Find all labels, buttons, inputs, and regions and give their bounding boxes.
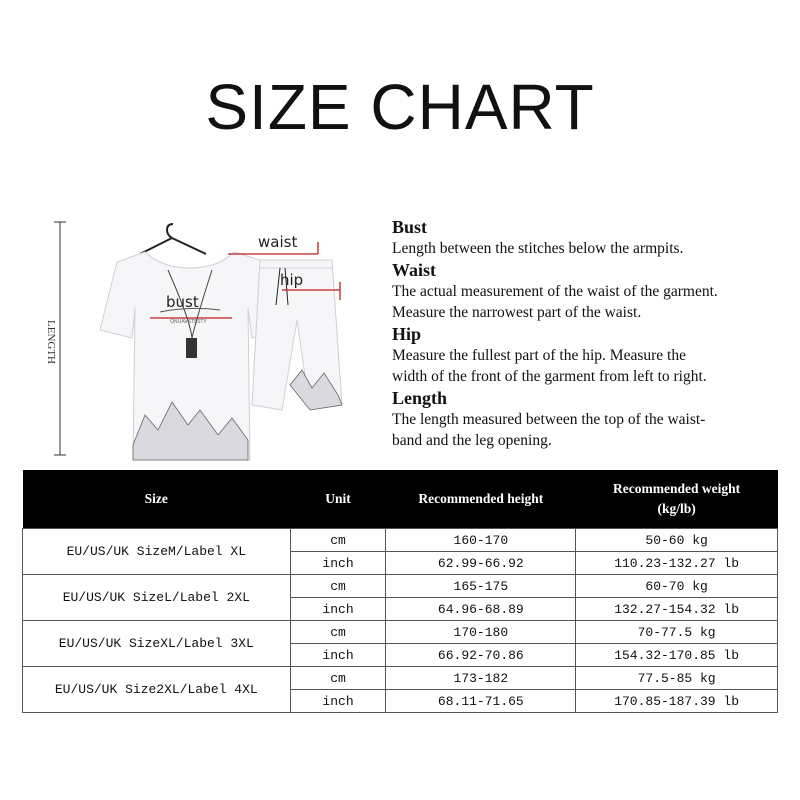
- unit-cell: cm: [290, 575, 386, 598]
- unit-cell: inch: [290, 552, 386, 575]
- height-cell: 165-175: [386, 575, 576, 598]
- weight-cell: 77.5-85 kg: [576, 667, 778, 690]
- definition-length: [392, 387, 792, 451]
- length-label: LENGTH: [45, 320, 57, 364]
- hip-label: hip: [280, 271, 304, 289]
- table-row: [23, 621, 778, 644]
- definition-line: Measure the fullest part of the hip. Measure the: [392, 347, 686, 364]
- height-cell: 64.96-68.89: [386, 598, 576, 621]
- unit-cell: cm: [290, 529, 386, 552]
- length-ruler: [45, 222, 66, 455]
- bust-label: bust: [166, 293, 199, 311]
- unit-cell: inch: [290, 644, 386, 667]
- header-height: Recommended height: [386, 470, 576, 529]
- height-cell: 160-170: [386, 529, 576, 552]
- size-label: EU/US/UK Size2XL/Label 4XL: [23, 667, 291, 713]
- definition-line: width of the front of the garment from left to right.: [392, 368, 707, 385]
- definition-line: The actual measurement of the waist of the garment.: [392, 283, 718, 300]
- weight-cell: 154.32-170.85 lb: [576, 644, 778, 667]
- definition-term: Bust: [392, 217, 428, 237]
- hanger-icon: [140, 224, 206, 254]
- unit-cell: cm: [290, 621, 386, 644]
- weight-cell: 70-77.5 kg: [576, 621, 778, 644]
- height-cell: 68.11-71.65: [386, 690, 576, 713]
- definition-term: Hip: [392, 324, 422, 344]
- height-cell: 62.99-66.92: [386, 552, 576, 575]
- weight-cell: 50-60 kg: [576, 529, 778, 552]
- definition-hip: [392, 323, 792, 387]
- weight-cell: 110.23-132.27 lb: [576, 552, 778, 575]
- page-title: SIZE CHART: [205, 71, 595, 143]
- svg-text:QNUAVSTESTY: QNUAVSTESTY: [170, 319, 207, 325]
- header-weight-title: Recommended weight: [613, 481, 741, 496]
- measurement-definitions: [392, 216, 792, 451]
- definition-bust: [392, 216, 792, 259]
- definition-term: Waist: [392, 260, 437, 280]
- size-table: [22, 470, 778, 713]
- header-weight: [576, 470, 778, 529]
- table-row: [23, 575, 778, 598]
- unit-cell: inch: [290, 598, 386, 621]
- size-label: EU/US/UK SizeL/Label 2XL: [23, 575, 291, 621]
- weight-cell: 60-70 kg: [576, 575, 778, 598]
- weight-cell: 132.27-154.32 lb: [576, 598, 778, 621]
- definition-waist: [392, 259, 792, 323]
- definition-term: Length: [392, 388, 448, 408]
- header-size: Size: [23, 470, 291, 529]
- size-label: EU/US/UK SizeXL/Label 3XL: [23, 621, 291, 667]
- table-row: [23, 667, 778, 690]
- header-unit: Unit: [290, 470, 386, 529]
- waist-label: waist: [258, 233, 298, 251]
- header-weight-unit: (kg/lb): [657, 501, 696, 516]
- table-row: [23, 529, 778, 552]
- definition-line: Measure the narrowest part of the waist.: [392, 304, 642, 321]
- garment-illustration: [20, 210, 390, 465]
- table-header-row: [23, 470, 778, 529]
- unit-cell: cm: [290, 667, 386, 690]
- definition-line: The length measured between the top of the waist-: [392, 411, 706, 428]
- size-label: EU/US/UK SizeM/Label XL: [23, 529, 291, 575]
- weight-cell: 170.85-187.39 lb: [576, 690, 778, 713]
- definition-line: Length between the stitches below the armpits.: [392, 240, 684, 257]
- height-cell: 170-180: [386, 621, 576, 644]
- unit-cell: inch: [290, 690, 386, 713]
- height-cell: 173-182: [386, 667, 576, 690]
- height-cell: 66.92-70.86: [386, 644, 576, 667]
- definition-line: band and the leg opening.: [392, 432, 552, 449]
